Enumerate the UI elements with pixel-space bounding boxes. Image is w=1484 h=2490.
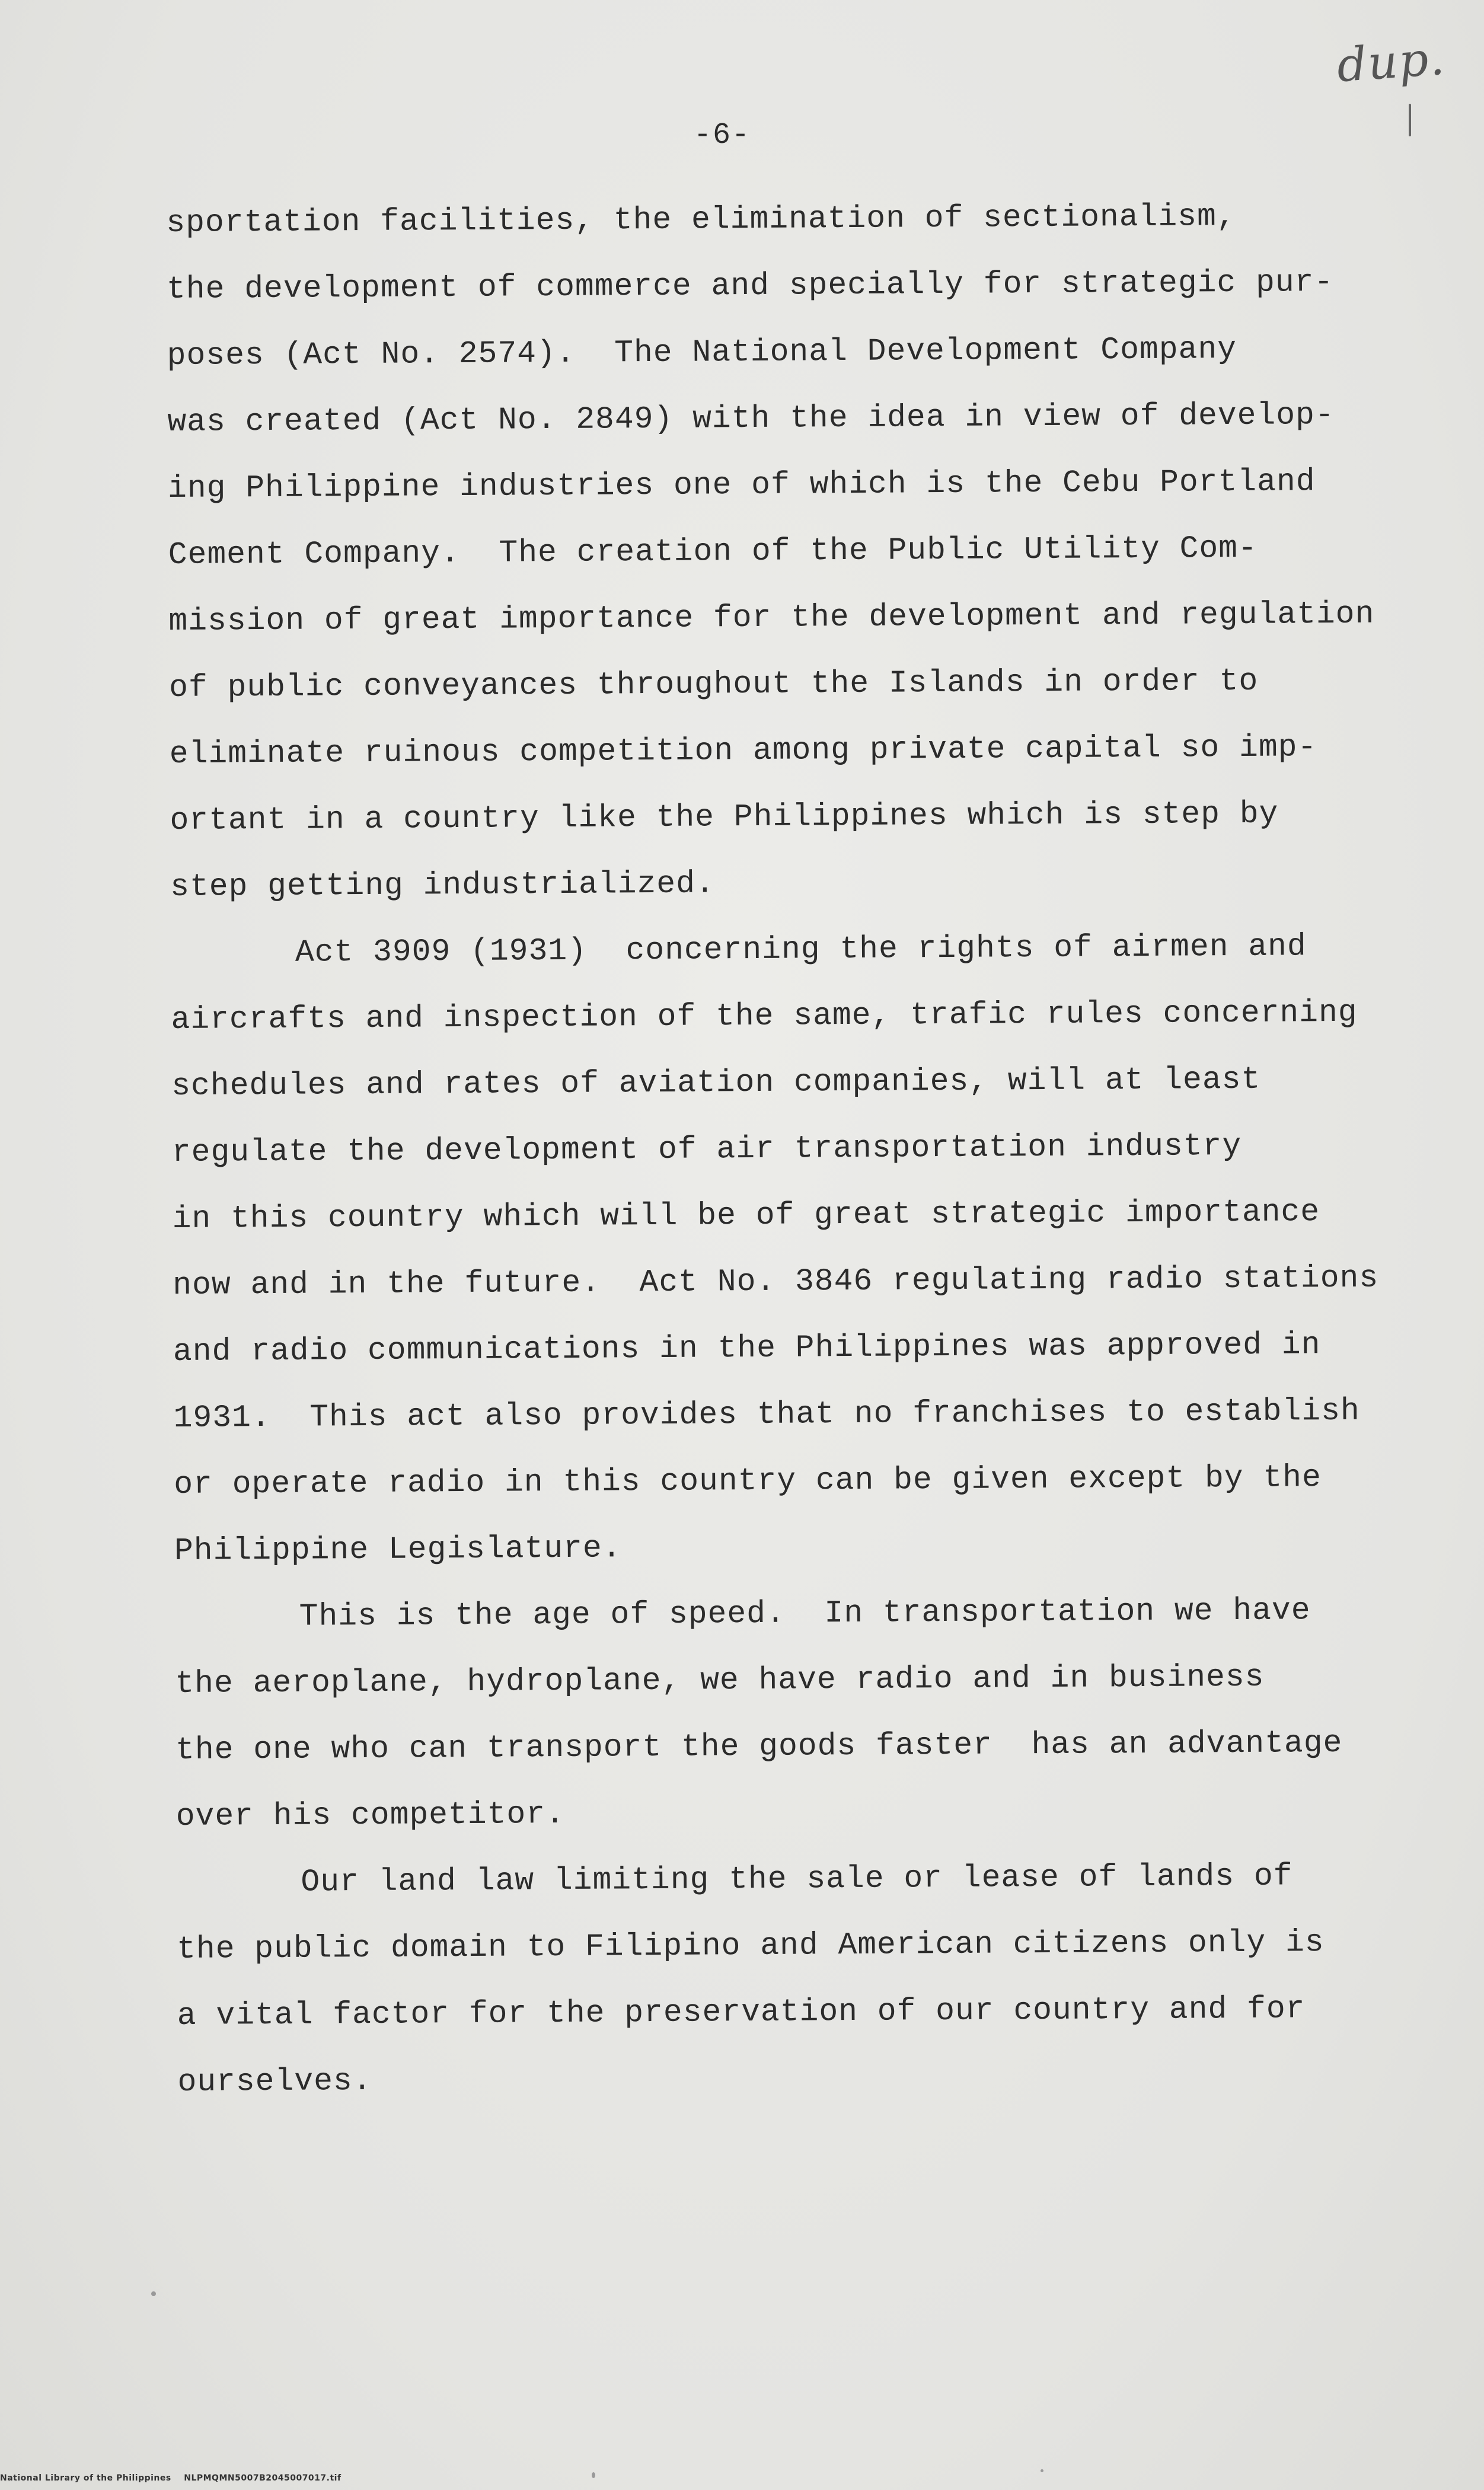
text-line: Act 3909 (1931) concerning the rights of airmen and bbox=[295, 928, 1307, 971]
annotation-stroke bbox=[1409, 104, 1411, 136]
text-line: Our land law limiting the sale or lease of lands of bbox=[301, 1858, 1293, 1900]
paragraph bbox=[176, 1842, 1447, 2115]
text-line: or operate radio in this country can be given except by the bbox=[174, 1460, 1322, 1502]
paper-speck bbox=[151, 2291, 156, 2296]
text-line: over his competitor. bbox=[175, 1796, 566, 1834]
text-line: regulate the development of air transportation industry bbox=[171, 1128, 1242, 1170]
text-line: was created (Act No. 2849) with the idea in view of develop- bbox=[167, 397, 1335, 440]
text-line: the aeroplane, hydroplane, we have radio and in business bbox=[175, 1659, 1265, 1702]
text-line: ortant in a country like the Philippines which is step by bbox=[170, 796, 1279, 838]
archive-footer: National Library of the Philippines NLPMQMN5007B2045007017.tif bbox=[0, 2473, 342, 2483]
text-line: of public conveyances throughout the Islands in order to bbox=[168, 663, 1259, 706]
text-line: ourselves. bbox=[177, 2063, 372, 2100]
body-text bbox=[166, 182, 1447, 2115]
text-line: now and in the future. Act No. 3846 regulating radio stations bbox=[173, 1260, 1379, 1303]
text-line: eliminate ruinous competition among private capital so imp- bbox=[169, 729, 1317, 772]
text-line: a vital factor for the preservation of our country and for bbox=[177, 1991, 1306, 2034]
paper-speck bbox=[1041, 2469, 1043, 2472]
text-line: the public domain to Filipino and American citizens only is bbox=[176, 1924, 1325, 1967]
paper-speck bbox=[592, 2472, 595, 2478]
text-line: mission of great importance for the development and regulation bbox=[168, 596, 1375, 639]
text-line: aircrafts and inspection of the same, trafic rules concerning bbox=[171, 994, 1358, 1038]
paragraph bbox=[171, 912, 1444, 1584]
handwritten-annotation: dup. bbox=[1335, 31, 1447, 93]
text-line: sportation facilities, the elimination of sectionalism, bbox=[166, 198, 1236, 241]
paragraph bbox=[166, 182, 1439, 920]
page-number: -6- bbox=[694, 119, 751, 152]
text-line: schedules and rates of aviation companies, will at least bbox=[171, 1061, 1261, 1104]
text-line: and radio communications in the Philippines was approved in bbox=[173, 1327, 1321, 1370]
text-line: This is the age of speed. In transportation we have bbox=[299, 1592, 1311, 1635]
text-line: ing Philippine industries one of which is the Cebu Portland bbox=[167, 464, 1316, 506]
text-line: the development of commerce and specially for strategic pur- bbox=[166, 264, 1334, 307]
text-line: the one who can transport the goods faster has an advantage bbox=[175, 1725, 1343, 1768]
text-line: Cement Company. The creation of the Public Utility Com- bbox=[168, 530, 1258, 573]
text-line: step getting industrialized. bbox=[170, 866, 715, 905]
text-line: 1931. This act also provides that no franchises to establish bbox=[173, 1393, 1360, 1436]
text-line: Philippine Legislature. bbox=[174, 1530, 622, 1569]
paragraph bbox=[174, 1576, 1445, 1850]
text-line: in this country which will be of great strategic importance bbox=[172, 1194, 1320, 1237]
text-line: poses (Act No. 2574). The National Development Company bbox=[167, 331, 1237, 374]
